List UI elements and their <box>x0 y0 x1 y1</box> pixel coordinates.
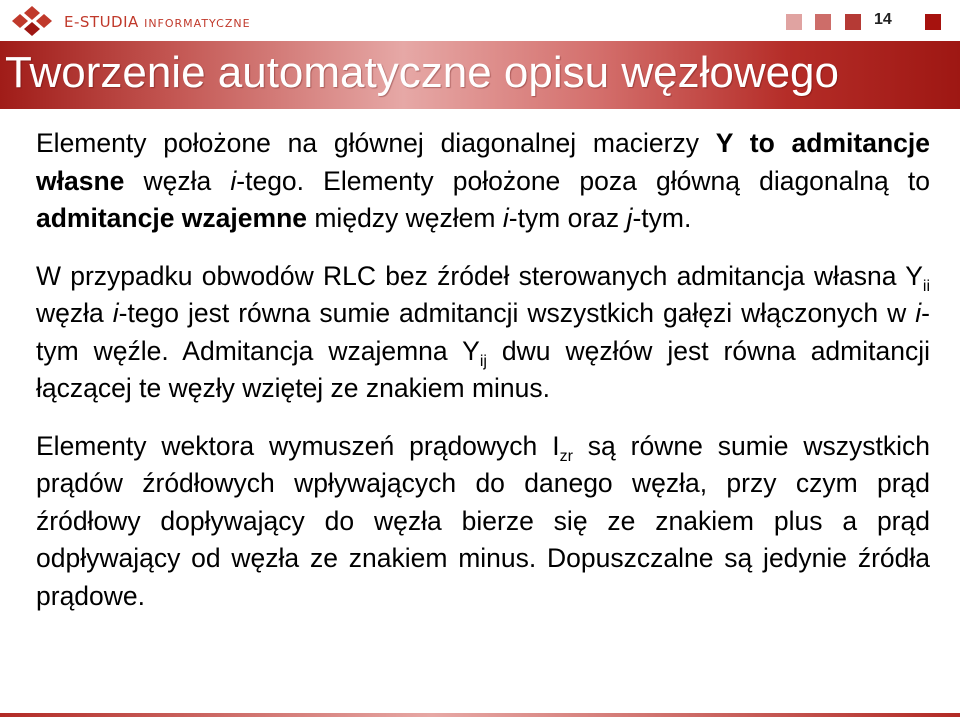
p2-text-2: węzła <box>36 298 113 328</box>
p3-subscript-1: zr <box>559 447 573 465</box>
p1-bold-1: Y to admitancje własne <box>36 128 930 196</box>
paragraph-1 <box>36 125 930 238</box>
decorative-squares <box>0 14 960 32</box>
bottom-divider <box>0 713 960 717</box>
p1-italic-2: i <box>502 203 509 233</box>
p2-subscript-2: ij <box>479 352 487 370</box>
p2-italic-1: i <box>112 298 119 328</box>
p1-text-4: między węzłem <box>307 203 503 233</box>
square-2 <box>815 14 831 30</box>
p1-text-5: -tym oraz <box>508 203 627 233</box>
page-number: 14 <box>874 11 892 28</box>
square-3 <box>845 14 861 30</box>
square-1 <box>786 14 802 30</box>
p3-text-1: Elementy wektora wymuszeń prądowych I <box>36 430 560 461</box>
p1-text-3: -tego. Elementy położone poza główną diagonalną to <box>236 165 930 196</box>
p1-italic-1: i <box>230 165 237 196</box>
slide-content <box>36 125 930 635</box>
p3-text-2: są równe sumie wszystkich prądów źródłowych wpływających do danego węzła, przy czym prąd źródłowy dopływający do węzła bierze się ze znakiem plus a prąd odpływający od węzła ze znakiem minus. Dopuszczalne są jedynie źródła prądowe. <box>36 430 930 611</box>
p1-text-6: -tym. <box>632 203 692 233</box>
logo-text-sub: INFORMATYCZNE <box>144 17 251 30</box>
square-4 <box>925 14 941 30</box>
p2-italic-2: i <box>915 298 922 328</box>
p1-text-2: węzła <box>124 165 231 196</box>
slide-title: Tworzenie automatyczne opisu węzłowego <box>5 48 840 97</box>
p2-text-1: W przypadku obwodów RLC bez źródeł sterowanych admitancja własna Y <box>36 260 923 291</box>
p1-bold-2: admitancje wzajemne <box>36 203 307 233</box>
paragraph-3 <box>36 428 930 616</box>
title-bar <box>0 41 960 109</box>
p1-italic-3: j <box>626 203 633 233</box>
p2-subscript-1: ii <box>922 277 930 295</box>
p2-text-3: -tego jest równa sumie admitancji wszystkich gałęzi włączonych w <box>118 298 916 328</box>
logo-text-main: E-STUDIA <box>64 13 139 31</box>
p1-text-1: Elementy położone na głównej diagonalnej macierzy <box>36 128 716 158</box>
p2-text-5: dwu węzłów jest równa admitancji łączącej te węzły wziętej ze znakiem minus. <box>36 335 930 403</box>
p2-text-4: -tym węźle. Admitancja wzajemna Y <box>36 298 930 366</box>
paragraph-2 <box>36 258 930 408</box>
